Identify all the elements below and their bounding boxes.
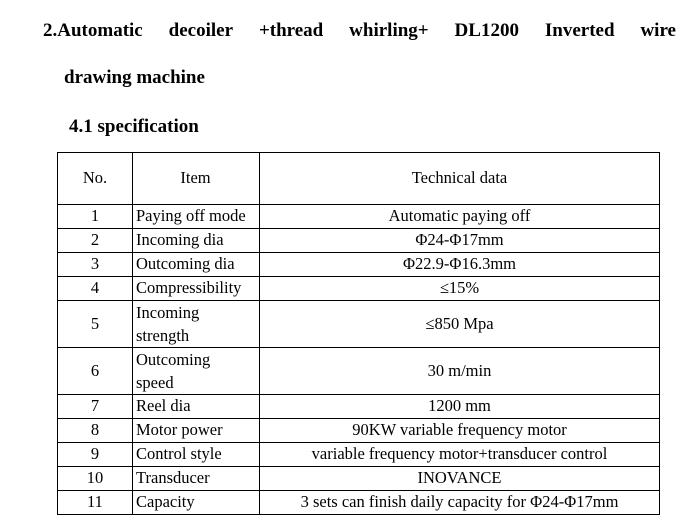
cell-item: Incoming dia xyxy=(133,229,260,253)
table-row xyxy=(58,253,660,277)
cell-no: 7 xyxy=(58,395,133,419)
cell-item: Capacity xyxy=(133,491,260,515)
cell-item-line: Outcoming xyxy=(136,350,211,369)
heading-word: 2.Automatic xyxy=(43,20,143,41)
cell-technical-data: 3 sets can finish daily capacity for Φ24-Φ17mm xyxy=(260,491,660,515)
cell-no: 9 xyxy=(58,443,133,467)
cell-item: Control style xyxy=(133,443,260,467)
cell-technical-data: ≤15% xyxy=(260,277,660,301)
heading-word: DL1200 xyxy=(454,20,519,41)
cell-technical-data: INOVANCE xyxy=(260,467,660,491)
cell-no: 2 xyxy=(58,229,133,253)
cell-no: 3 xyxy=(58,253,133,277)
cell-no: 4 xyxy=(58,277,133,301)
heading-word: +thread xyxy=(258,20,324,41)
cell-no: 11 xyxy=(58,491,133,515)
header-technical-data: Technical data xyxy=(260,153,660,205)
table-row xyxy=(58,301,660,348)
cell-item: Transducer xyxy=(133,467,260,491)
cell-technical-data: variable frequency motor+transducer control xyxy=(260,443,660,467)
table-row xyxy=(58,491,660,515)
table-row xyxy=(58,443,660,467)
cell-no: 6 xyxy=(58,348,133,395)
cell-item: Motor power xyxy=(133,419,260,443)
cell-item: Compressibility xyxy=(133,277,260,301)
cell-no: 10 xyxy=(58,467,133,491)
cell-item xyxy=(133,301,260,348)
heading-word: whirling+ xyxy=(349,20,429,41)
cell-item: Outcoming dia xyxy=(133,253,260,277)
cell-no: 1 xyxy=(58,205,133,229)
table-row xyxy=(58,205,660,229)
cell-technical-data: Automatic paying off xyxy=(260,205,660,229)
table-row xyxy=(58,419,660,443)
cell-item-line: Incoming xyxy=(136,303,200,322)
specification-table xyxy=(57,152,660,515)
section-title: 4.1 specification xyxy=(69,116,199,137)
cell-technical-data: Φ24-Φ17mm xyxy=(260,229,660,253)
table-header-row xyxy=(58,153,660,205)
table-row xyxy=(58,467,660,491)
header-no: No. xyxy=(58,153,133,205)
header-item: Item xyxy=(133,153,260,205)
document-heading-line1 xyxy=(43,20,676,42)
cell-item-line: strength xyxy=(136,326,190,345)
heading-word: wire xyxy=(640,20,676,41)
cell-item xyxy=(133,348,260,395)
cell-no: 5 xyxy=(58,301,133,348)
cell-technical-data: 1200 mm xyxy=(260,395,660,419)
table-row xyxy=(58,395,660,419)
cell-technical-data: Φ22.9-Φ16.3mm xyxy=(260,253,660,277)
heading-word: Inverted xyxy=(544,20,615,41)
table-row xyxy=(58,229,660,253)
cell-item-line: speed xyxy=(136,373,174,392)
heading-word: decoiler xyxy=(168,20,234,41)
document-heading-line2: drawing machine xyxy=(64,67,205,88)
cell-technical-data: ≤850 Mpa xyxy=(260,301,660,348)
table-row xyxy=(58,348,660,395)
cell-item: Reel dia xyxy=(133,395,260,419)
cell-no: 8 xyxy=(58,419,133,443)
cell-technical-data: 30 m/min xyxy=(260,348,660,395)
table-row xyxy=(58,277,660,301)
cell-item: Paying off mode xyxy=(133,205,260,229)
cell-technical-data: 90KW variable frequency motor xyxy=(260,419,660,443)
